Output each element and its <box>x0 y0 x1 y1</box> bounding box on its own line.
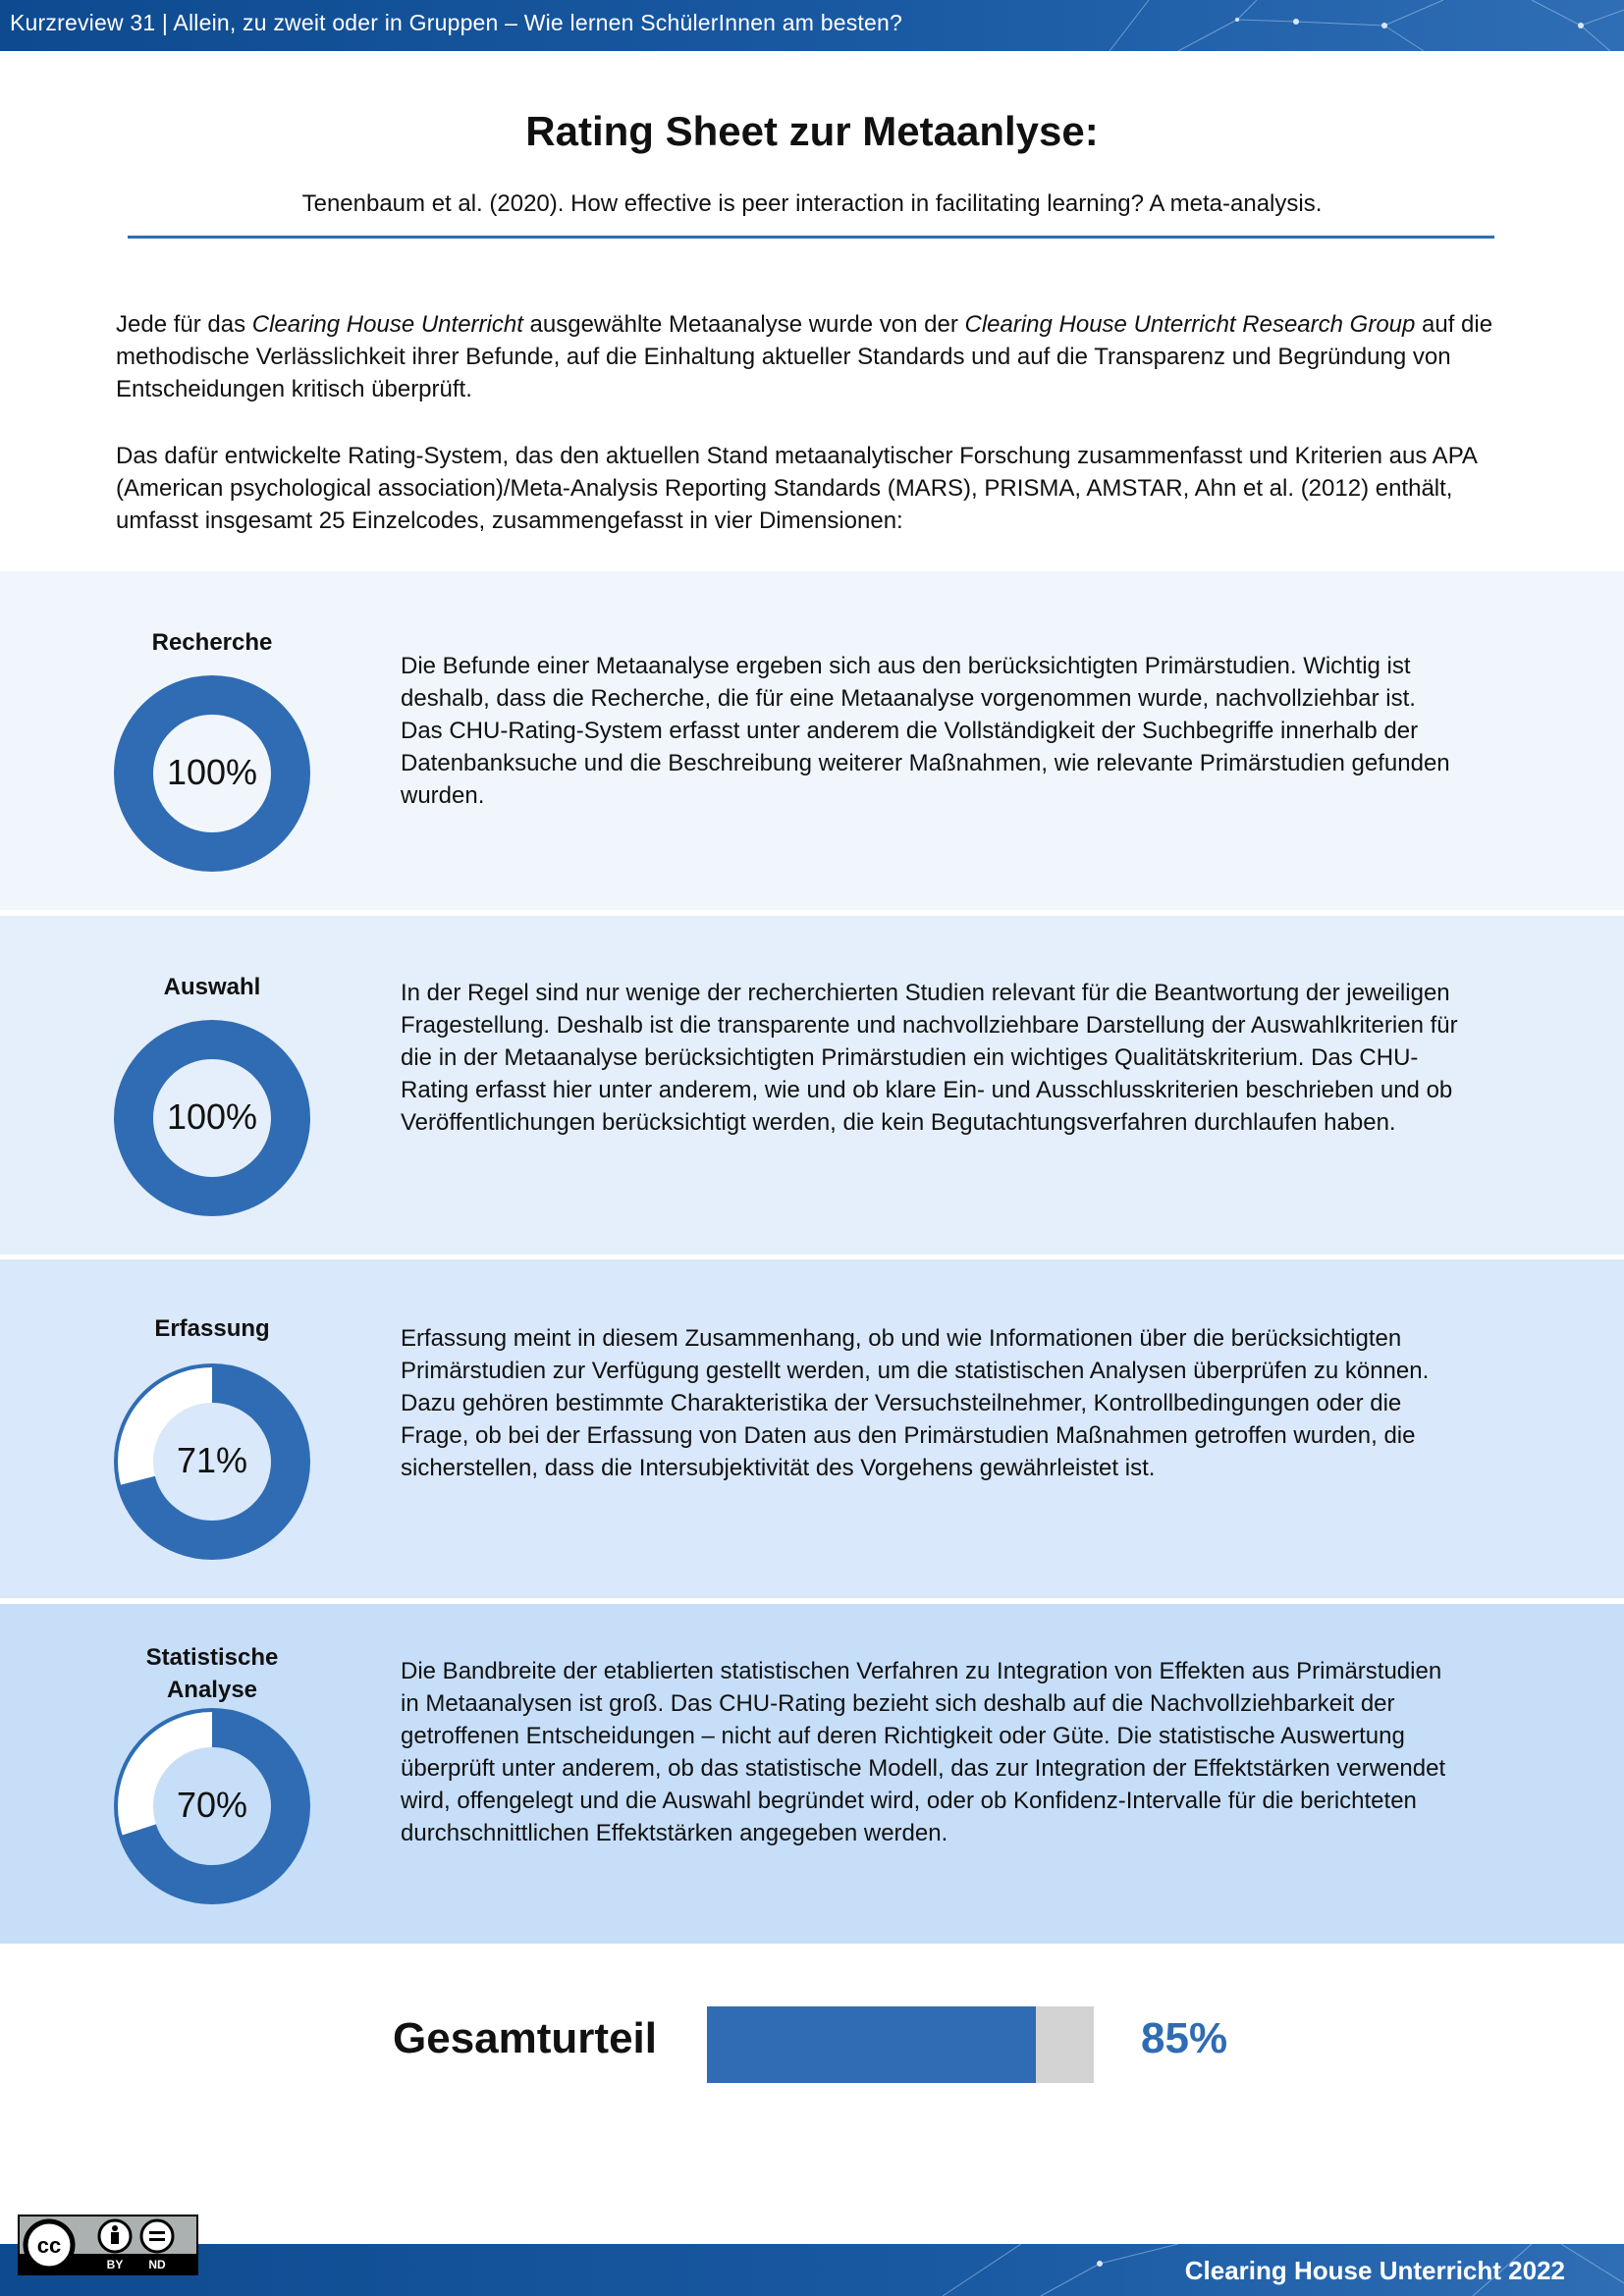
header-title: Kurzreview 31 | Allein, zu zweit oder in Gruppen – Wie lernen SchülerInnen am besten? <box>10 10 902 35</box>
section-description: In der Regel sind nur wenige der recherchierten Studien relevant für die Beantwortung der jeweiligen Fragestellung. Deshalb ist die transparente und nachvollziehbare Darstellung der Auswahlkriterien für die in der Metaanalyse berücksichtigten Primärstudien ein wichtiges Qualitätskriterium. Das CHU-Rating erfasst hier unter anderem, wie und ob klare Ein- und Ausschlusskriterien beschrieben und ob Veröffentlichungen berücksichtigt werden, die kein Begutachtungsverfahren durchlaufen haben. <box>401 980 1458 1136</box>
overall-rating-label: Gesamturteil <box>393 2014 657 2062</box>
donut-percent-label: 100% <box>166 752 258 792</box>
section-erfassung <box>0 1259 1624 1598</box>
title-divider <box>128 236 1494 239</box>
section-description: Die Bandbreite der etablierten statistischen Verfahren zu Integration von Effekten aus Primärstudien in Metaanalysen ist groß. Das CHU-Rating bezieht sich deshalb auf die Nachvollziehbarkeit der getroffenen Entscheidungen – nicht auf deren Richtigkeit oder Güte. Die statistische Auswertung überprüft unter anderem, ob das statistische Modell, das zur Integration der Effektstärken verwendet wird, offengelegt und die Auswahl begründet wird, oder ob Konfidenz-Intervalle für die berichteten durchschnittlichen Effektstärken angegeben werden. <box>401 1658 1446 1846</box>
header-bar <box>0 0 1624 51</box>
footer-bar <box>0 2244 1624 2296</box>
section-auswahl <box>0 916 1624 1255</box>
section-statistische-analyse <box>0 1604 1624 1944</box>
section-description: Erfassung meint in diesem Zusammenhang, ob und wie Informationen über die berücksichtigten Primärstudien zur Verfügung gestellt werden, um die statistischen Analysen überprüfen zu können. Dazu gehören bestimmte Charakteristika der Versuchsteilnehmer, Kontrollbedingungen oder die Frage, ob bei der Erfassung von Daten aus den Primärstudien Maßnahmen getroffen wurden, die sicherstellen, dass die Intersubjektivität des Vorgehens gewährleistet ist. <box>401 1325 1430 1481</box>
intro-paragraph-2: Das dafür entwickelte Rating-System, das den aktuellen Stand metaanalytischer Forschung zusammenfasst und Kriterien aus APA (American psychological association)/Meta-Analysis Reporting Standards (MARS), PRISMA, AMSTAR, Ahn et al. (2012) enthält, umfasst insgesamt 25 Einzelcodes, zusammengefasst in vier Dimensionen: <box>116 443 1477 534</box>
donut-percent-label: 100% <box>166 1096 258 1137</box>
section-title: Auswahl <box>163 974 261 1000</box>
svg-text:BY: BY <box>106 2258 124 2271</box>
svg-text:ND: ND <box>148 2258 166 2271</box>
section-recherche <box>0 571 1624 910</box>
svg-text:cc: cc <box>36 2233 62 2258</box>
footer-text: Clearing House Unterricht 2022 <box>1184 2256 1565 2285</box>
overall-progress-fill <box>707 2006 1036 2083</box>
license-badge[interactable] <box>18 2215 198 2275</box>
donut-percent-label: 70% <box>176 1785 248 1825</box>
cc-by-nd-icon <box>20 2216 196 2273</box>
section-title: Recherche <box>151 629 273 656</box>
section-description: Die Befunde einer Metaanalyse ergeben sich aus den berücksichtigten Primärstudien. Wichtig ist deshalb, dass die Recherche, die für eine Metaanalyse vorgenommen wurde, nachvollziehbar ist. Das CHU-Rating-System erfasst unter anderem die Vollständigkeit der Suchbegriffe innerhalb der Datenbanksuche und die Beschreibung weiterer Maßnahmen, wie relevante Primärstudien gefunden wurden. <box>401 653 1450 809</box>
page-subtitle: Tenenbaum et al. (2020). How effective is peer interaction in facilitating learning? A meta-analysis. <box>301 190 1323 217</box>
page-title: Rating Sheet zur Metaanlyse: <box>525 108 1099 154</box>
donut-percent-label: 71% <box>176 1440 248 1480</box>
overall-rating-value: 85% <box>1141 2014 1228 2062</box>
overall-progress-bar <box>707 2006 1094 2083</box>
section-title: Erfassung <box>154 1315 270 1342</box>
nd-icon <box>141 2220 173 2252</box>
section-title: Statistische Analyse <box>145 1644 279 1703</box>
intro-paragraph-1: Jede für das Clearing House Unterricht ausgewählte Metaanalyse wurde von der Clearing House Unterricht Research Group auf die methodische Verlässlichkeit ihrer Befunde, auf die Einhaltung aktueller Standards und auf die Transparenz und Begründung von Entscheidungen kritisch überprüft. <box>116 311 1493 402</box>
